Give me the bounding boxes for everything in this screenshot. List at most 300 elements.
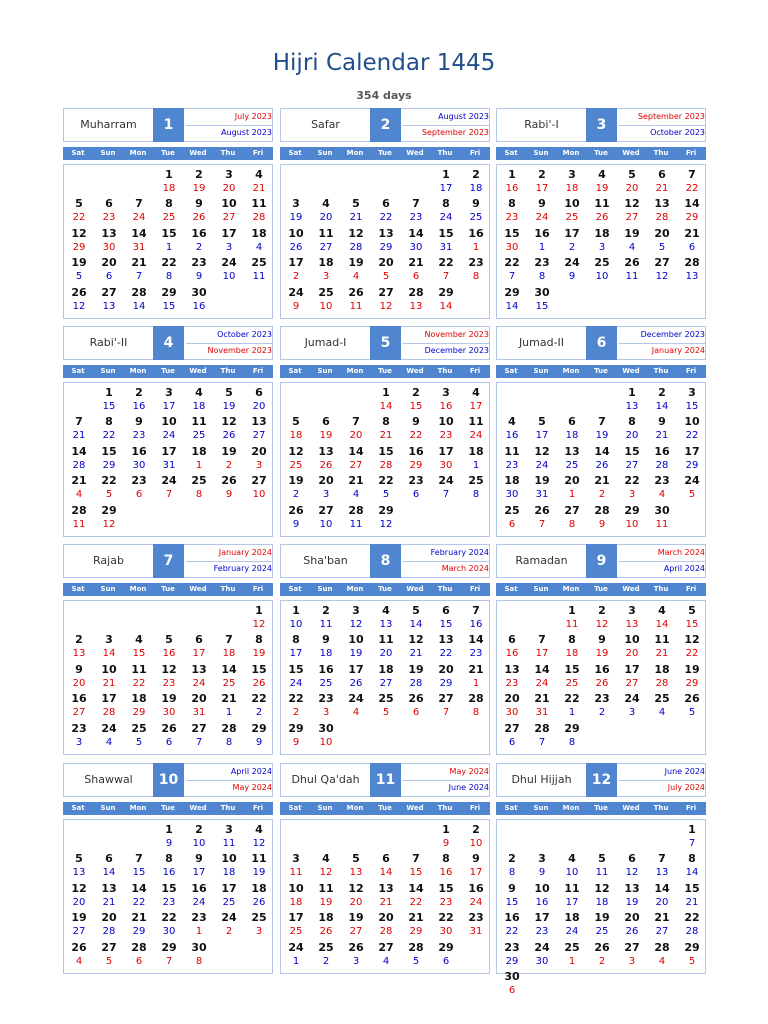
day-cell [587,852,617,881]
day-cell [587,604,617,633]
day-cell [371,256,401,285]
day-cell [431,692,461,721]
day-cell [461,633,491,662]
hijri-day: 25 [251,911,267,925]
hijri-day: 14 [684,197,700,211]
gregorian-month-second: December 2023 [424,346,489,355]
gregorian-day: 12 [349,619,363,630]
day-cell [184,286,214,315]
gregorian-day: 1 [472,677,480,689]
day-cell [311,227,341,256]
gregorian-day: 21 [102,896,116,908]
gregorian-month-first: March 2024 [619,545,705,562]
hijri-day: 6 [322,415,330,429]
day-cell [497,970,527,999]
month-number: 3 [586,108,617,142]
gregorian-day: 2 [225,926,233,938]
day-cell [64,882,94,911]
day-cell [371,445,401,474]
month-block [280,544,490,755]
weekday-label: Mon [129,149,147,157]
gregorian-day: 20 [252,401,266,412]
gregorian-day: 2 [598,707,606,719]
gregorian-day: 1 [195,926,203,938]
gregorian-day: 13 [102,300,116,312]
hijri-day: 15 [564,662,580,676]
day-cell [647,415,677,444]
weekday-header [63,802,273,815]
hijri-day: 16 [468,881,484,895]
hijri-day: 14 [408,881,424,895]
gregorian-day: 23 [505,459,519,471]
day-cell [527,882,557,911]
gregorian-day: 9 [442,838,450,849]
gregorian-day: 31 [535,707,549,719]
day-cell [94,911,124,940]
day-cell [497,882,527,911]
gregorian-day: 28 [379,459,393,471]
hijri-day: 27 [654,256,670,270]
gregorian-day: 4 [75,955,83,967]
hijri-day: 6 [105,197,113,211]
hijri-day: 3 [165,386,173,399]
gregorian-day: 7 [442,489,450,501]
gregorian-day: 30 [409,241,423,253]
hijri-day: 13 [101,881,117,895]
gregorian-month-first: October 2023 [186,327,272,344]
day-cell [281,474,311,503]
gregorian-day: 21 [655,430,669,442]
gregorian-day: 30 [535,955,549,967]
hijri-day: 22 [564,692,580,706]
hijri-day: 1 [628,386,636,399]
weekday-label: Sun [100,585,116,593]
hijri-day: 4 [195,386,203,399]
weekday-label: Sun [533,585,549,593]
month-name: Sha'ban [303,554,348,567]
gregorian-day: 30 [439,926,453,938]
hijri-day: 7 [412,852,420,866]
month-name: Dhul Qa'dah [291,773,360,786]
hijri-day: 24 [564,256,580,270]
hijri-day: 20 [378,256,394,270]
hijri-day: 13 [504,662,520,676]
day-cell [184,415,214,444]
hijri-day: 29 [378,503,394,517]
gregorian-day: 18 [469,183,483,194]
hijri-day: 6 [658,168,666,181]
day-cell [244,227,274,256]
hijri-day: 25 [504,503,520,517]
weekday-label: Thu [437,585,453,593]
gregorian-day: 7 [165,955,173,967]
weekday-label: Sat [71,149,85,157]
hijri-day: 5 [538,415,546,429]
hijri-day: 13 [438,633,454,647]
day-cell [64,474,94,503]
day-cell [341,852,371,881]
days-grid [280,382,490,537]
gregorian-day: 5 [382,707,390,719]
gregorian-day: 21 [379,430,393,442]
gregorian-day: 19 [625,896,639,908]
day-cell [497,633,527,662]
hijri-day: 28 [408,940,424,954]
day-cell [431,286,461,315]
day-cell [527,941,557,970]
gregorian-day: 18 [565,648,579,660]
hijri-day: 19 [71,911,87,925]
days-grid [280,164,490,319]
hijri-day: 23 [191,911,207,925]
gregorian-day: 25 [595,926,609,938]
day-cell [401,227,431,256]
gregorian-day: 24 [192,896,206,908]
day-cell [677,882,707,911]
day-cell [244,415,274,444]
hijri-day: 14 [131,881,147,895]
day-cell [64,852,94,881]
days-grid [496,164,706,319]
year-length: 354 days [356,89,412,102]
gregorian-day: 12 [319,867,333,879]
gregorian-day: 13 [379,619,393,630]
gregorian-day: 16 [132,401,146,412]
hijri-day: 3 [292,852,300,866]
day-cell [647,604,677,633]
hijri-day: 3 [225,168,233,181]
hijri-day: 9 [658,415,666,429]
day-cell [587,227,617,256]
weekday-label: Tue [594,367,608,375]
hijri-day: 17 [221,881,237,895]
gregorian-day: 8 [472,489,480,501]
hijri-day: 12 [288,444,304,458]
gregorian-day: 26 [595,212,609,224]
weekday-label: Tue [378,149,392,157]
month-header [63,326,273,360]
hijri-day: 25 [594,256,610,270]
gregorian-day: 27 [349,459,363,471]
gregorian-day: 29 [379,241,393,253]
hijri-day: 17 [288,256,304,270]
day-cell [677,823,707,852]
gregorian-day: 25 [289,926,303,938]
gregorian-day: 13 [349,867,363,879]
hijri-day: 11 [251,852,267,866]
day-cell [214,415,244,444]
gregorian-day: 3 [628,707,636,719]
hijri-day: 30 [191,940,207,954]
gregorian-day: 18 [565,430,579,442]
gregorian-day: 5 [75,271,83,283]
hijri-day: 22 [378,474,394,488]
hijri-day: 17 [534,911,550,925]
day-cell [311,445,341,474]
hijri-day: 21 [131,911,147,925]
hijri-day: 14 [131,226,147,240]
month-block [280,108,490,319]
gregorian-day: 10 [192,838,206,849]
weekday-label: Sun [533,367,549,375]
day-cell [557,911,587,940]
gregorian-day: 9 [292,736,300,748]
month-block [63,326,273,537]
gregorian-day: 18 [595,896,609,908]
day-cell [281,882,311,911]
weekday-header [280,802,490,815]
gregorian-month-first: August 2023 [403,109,489,126]
weekday-label: Sat [71,367,85,375]
gregorian-day: 16 [192,300,206,312]
day-cell [431,941,461,970]
hijri-day: 6 [105,852,113,866]
weekday-label: Wed [189,585,207,593]
day-cell [184,663,214,692]
weekday-label: Sat [504,804,518,812]
day-cell [64,256,94,285]
day-cell [557,227,587,256]
day-cell [124,415,154,444]
gregorian-day: 5 [105,955,113,967]
gregorian-day: 28 [102,707,116,719]
hijri-day: 15 [161,881,177,895]
hijri-day: 23 [534,256,550,270]
hijri-day: 12 [624,197,640,211]
gregorian-day: 30 [505,707,519,719]
gregorian-day: 1 [472,241,480,253]
gregorian-day: 23 [162,896,176,908]
weekday-label: Fri [685,804,697,812]
day-cell [124,445,154,474]
gregorian-day: 19 [252,867,266,879]
gregorian-day: 23 [535,926,549,938]
day-cell [647,227,677,256]
days-grid [63,164,273,319]
gregorian-day: 22 [72,212,86,224]
day-cell [214,256,244,285]
gregorian-day: 10 [319,736,333,748]
gregorian-day: 27 [252,430,266,442]
hijri-day: 25 [191,474,207,488]
gregorian-day: 11 [252,271,266,283]
hijri-day: 8 [382,415,390,429]
hijri-day: 2 [412,386,420,399]
day-cell [184,197,214,226]
day-cell [94,633,124,662]
weekday-header [496,365,706,378]
gregorian-day: 7 [538,736,546,748]
gregorian-day: 10 [319,518,333,530]
weekday-label: Sat [288,585,302,593]
gregorian-day: 26 [595,459,609,471]
hijri-day: 10 [288,881,304,895]
day-cell [244,692,274,721]
hijri-day: 30 [534,285,550,299]
hijri-day: 25 [251,256,267,270]
weekday-header [63,583,273,596]
hijri-day: 9 [322,633,330,647]
day-cell [124,286,154,315]
day-cell [214,663,244,692]
day-cell [244,386,274,415]
gregorian-day: 29 [409,926,423,938]
gregorian-day: 1 [292,955,300,967]
day-cell [401,474,431,503]
hijri-day: 6 [382,197,390,211]
gregorian-day: 31 [535,489,549,501]
hijri-day: 26 [348,940,364,954]
day-cell [617,882,647,911]
weekday-label: Mon [129,585,147,593]
day-cell [94,941,124,970]
day-cell [214,445,244,474]
hijri-day: 6 [508,633,516,647]
day-cell [341,882,371,911]
weekday-label: Thu [437,804,453,812]
hijri-day: 9 [195,197,203,211]
gregorian-day: 13 [625,401,639,412]
day-cell [371,504,401,533]
day-cell [431,882,461,911]
day-cell [371,386,401,415]
gregorian-day: 18 [289,430,303,442]
hijri-day: 29 [288,721,304,735]
gregorian-day: 30 [505,489,519,501]
hijri-day: 26 [288,503,304,517]
gregorian-day: 25 [565,459,579,471]
gregorian-day: 16 [505,430,519,442]
hijri-day: 17 [101,692,117,706]
hijri-day: 13 [378,226,394,240]
gregorian-day: 5 [688,707,696,719]
gregorian-day: 4 [352,489,360,501]
hijri-day: 1 [568,604,576,617]
gregorian-day: 6 [508,736,516,748]
hijri-day: 19 [594,911,610,925]
day-cell [497,722,527,751]
day-cell [311,941,341,970]
weekday-label: Wed [189,367,207,375]
hijri-day: 5 [628,168,636,181]
day-cell [154,386,184,415]
weekday-label: Tue [378,367,392,375]
hijri-day: 29 [438,940,454,954]
gregorian-day: 28 [349,241,363,253]
day-cell [341,256,371,285]
hijri-day: 4 [255,168,263,181]
day-cell [557,445,587,474]
gregorian-month-second: August 2023 [221,128,272,137]
hijri-day: 7 [598,415,606,429]
month-header [496,544,706,578]
weekday-label: Mon [562,367,580,375]
weekday-label: Sun [100,149,116,157]
day-cell [341,227,371,256]
day-cell [311,852,341,881]
day-cell [184,823,214,852]
day-cell [124,474,154,503]
day-cell [214,386,244,415]
gregorian-day: 23 [409,212,423,224]
day-cell [124,722,154,751]
weekday-header [496,147,706,160]
gregorian-day: 21 [349,212,363,224]
gregorian-day: 1 [195,459,203,471]
hijri-day: 28 [534,721,550,735]
day-cell [461,227,491,256]
day-cell [557,168,587,197]
gregorian-day: 21 [379,896,393,908]
hijri-day: 5 [292,415,300,429]
gregorian-day: 20 [625,648,639,660]
weekday-label: Thu [653,585,669,593]
day-cell [281,256,311,285]
hijri-day: 5 [75,197,83,211]
gregorian-day: 26 [252,896,266,908]
day-cell [617,941,647,970]
gregorian-day: 29 [132,926,146,938]
gregorian-day: 3 [322,489,330,501]
gregorian-day: 2 [292,271,300,283]
day-cell [617,445,647,474]
hijri-day: 5 [352,197,360,211]
hijri-day: 16 [191,226,207,240]
day-cell [281,286,311,315]
hijri-day: 10 [221,852,237,866]
day-cell [311,256,341,285]
gregorian-day: 13 [655,867,669,879]
gregorian-day: 25 [192,430,206,442]
day-cell [64,415,94,444]
gregorian-day: 20 [349,896,363,908]
gregorian-day: 13 [685,271,699,283]
gregorian-day: 10 [252,489,266,501]
day-cell [587,504,617,533]
hijri-day: 7 [538,633,546,647]
hijri-day: 11 [468,415,484,429]
hijri-day: 7 [658,852,666,866]
gregorian-day: 4 [352,271,360,283]
hijri-day: 17 [161,444,177,458]
gregorian-day: 4 [658,489,666,501]
day-cell [371,692,401,721]
day-cell [184,168,214,197]
gregorian-month-second: March 2024 [441,564,489,573]
weekday-label: Wed [406,804,424,812]
day-cell [341,197,371,226]
gregorian-month-first: November 2023 [403,327,489,344]
weekday-label: Thu [653,149,669,157]
weekday-label: Mon [562,149,580,157]
month-name: Shawwal [84,773,133,786]
hijri-day: 26 [221,474,237,488]
day-cell [371,852,401,881]
gregorian-day: 12 [252,838,266,849]
hijri-day: 20 [191,692,207,706]
day-cell [311,286,341,315]
hijri-day: 8 [508,197,516,211]
hijri-day: 26 [534,503,550,517]
gregorian-day: 29 [102,459,116,471]
day-cell [184,882,214,911]
gregorian-day: 6 [412,489,420,501]
hijri-day: 4 [508,415,516,429]
gregorian-day: 14 [685,867,699,879]
hijri-day: 8 [105,415,113,429]
day-cell [214,722,244,751]
day-cell [557,197,587,226]
